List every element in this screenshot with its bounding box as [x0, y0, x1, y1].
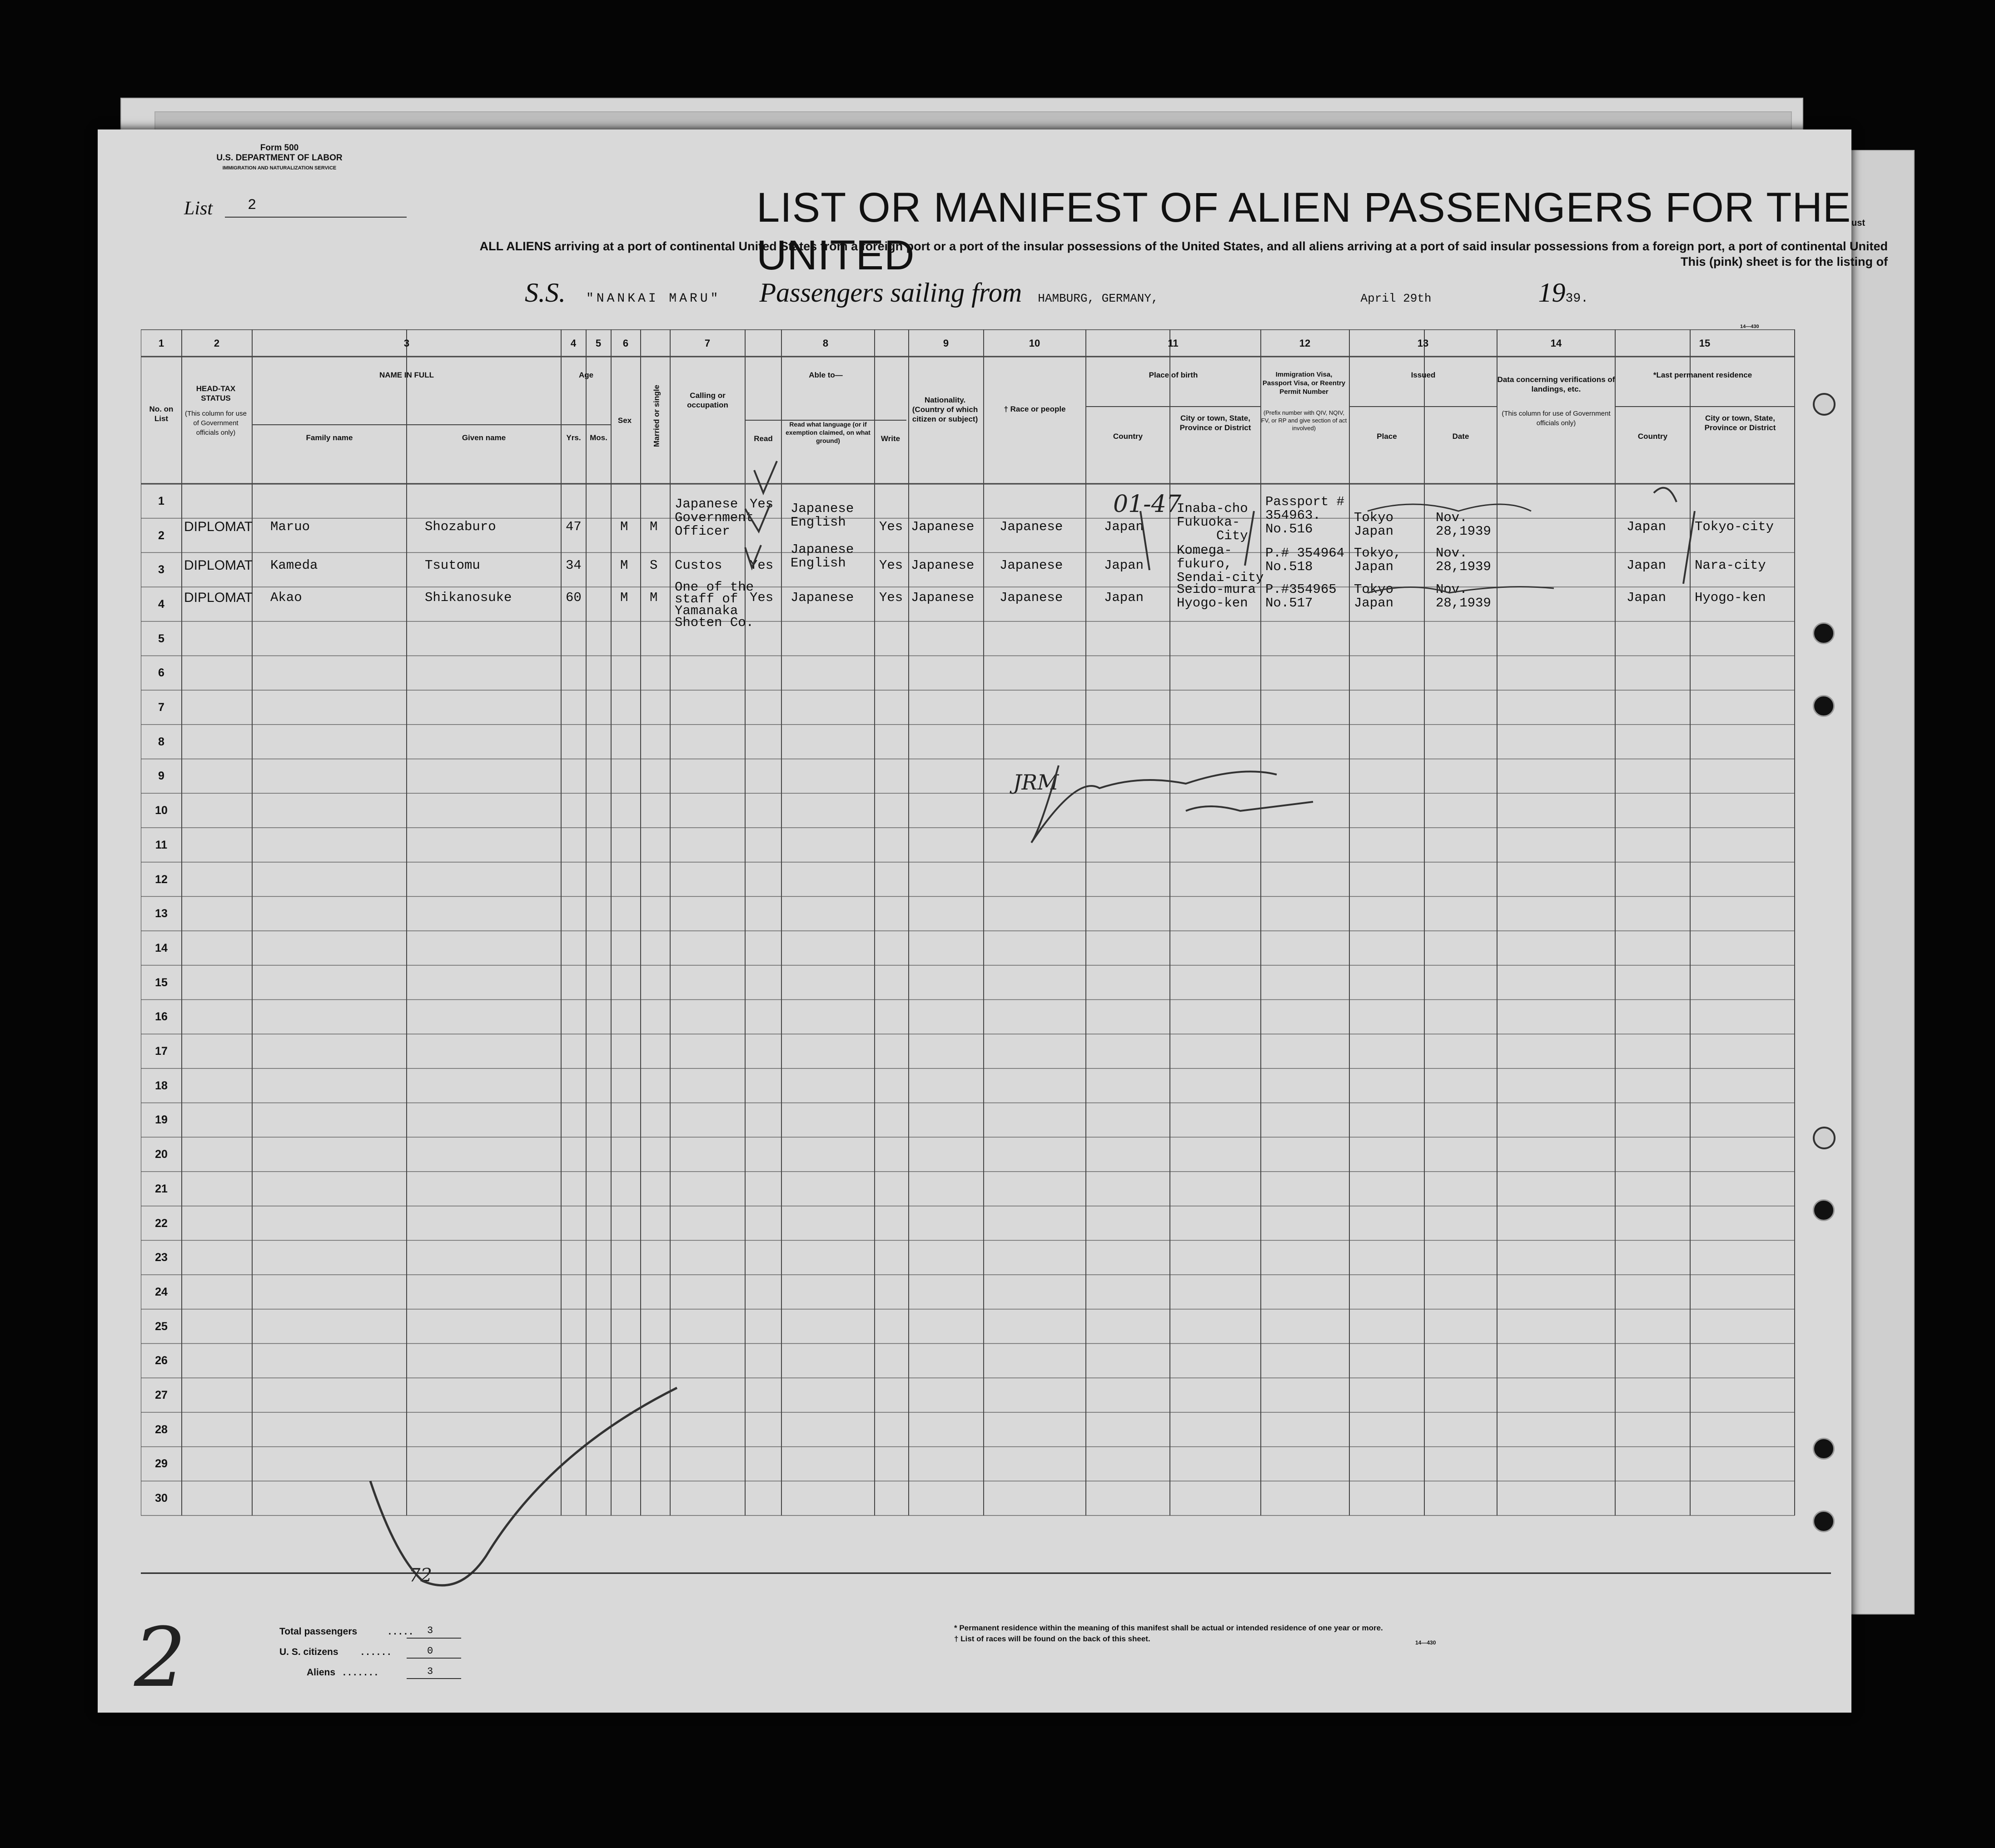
birth-country-1: Japan — [1104, 519, 1144, 534]
aliens-label: Aliens — [307, 1667, 336, 1678]
visa-1: Passport # 354963. No.516 — [1265, 494, 1345, 537]
header-nationality: Nationality. (Country of which citizen or subject) — [912, 396, 978, 423]
footnote-residence: * Permanent residence within the meaning of this manifest shall be actual or intended residence of one year or more. — [954, 1624, 1383, 1632]
department-name: U.S. DEPARTMENT OF LABOR — [216, 153, 343, 163]
row-number: 13 — [155, 907, 168, 920]
ship-name: "NANKAI MARU" — [586, 292, 721, 306]
header-visa: Immigration Visa, Passport Visa, or Reentry Permit Number — [1262, 371, 1346, 396]
issued-place-3: Tokyo Japan — [1354, 582, 1394, 611]
row-number: 4 — [158, 597, 164, 611]
birth-country-2: Japan — [1104, 558, 1144, 573]
issued-place-2: Tokyo, Japan — [1354, 546, 1402, 574]
header-res-country: Country — [1637, 432, 1668, 441]
row-number: 9 — [158, 770, 164, 783]
row-number: 30 — [155, 1492, 168, 1505]
header-calling: Calling or occupation — [687, 391, 728, 409]
binder-hole — [1813, 622, 1835, 644]
list-number: 2 — [248, 197, 257, 214]
row-number: 3 — [158, 563, 164, 576]
row-number: 6 — [158, 666, 164, 680]
column-number: 1 — [158, 338, 164, 349]
row-number: 8 — [158, 735, 164, 748]
race-1: Japanese — [1000, 519, 1063, 534]
row-number: 22 — [155, 1217, 168, 1230]
res-city-2: Nara-city — [1695, 558, 1766, 573]
res-country-2: Japan — [1627, 558, 1667, 573]
marital-3: M — [650, 590, 658, 605]
corner-code: 14—430 — [1740, 324, 1759, 329]
header-race: † Race or people — [1004, 405, 1066, 413]
row-number: 5 — [158, 632, 164, 645]
sailing-date: April 29th — [1360, 292, 1432, 305]
column-number: 7 — [704, 338, 711, 349]
header-visa-note: (Prefix number with QIV, NQIV, FV, or RP and give section of act involved) — [1261, 409, 1347, 432]
row-number: 14 — [155, 941, 168, 954]
row-number: 21 — [155, 1182, 168, 1195]
row-number: 24 — [155, 1285, 168, 1298]
row-number: 15 — [155, 976, 168, 989]
header-yrs: Yrs. — [566, 433, 581, 442]
row-number: 27 — [155, 1389, 168, 1402]
row-number: 16 — [155, 1010, 168, 1023]
birth-country-3: Japan — [1104, 590, 1144, 605]
header-write: Write — [881, 434, 900, 443]
visa-2: P.# 354964 No.518 — [1265, 546, 1345, 574]
header-birth-city: City or town, State, Province or District — [1179, 414, 1251, 432]
header-issued-place: Place — [1377, 432, 1397, 441]
given-name-2: Tsutomu — [425, 558, 480, 573]
column-number: 10 — [1029, 338, 1040, 349]
visa-3: P.#354965 No.517 — [1265, 582, 1337, 611]
sailing-from: HAMBURG, GERMANY, — [1038, 292, 1159, 305]
binder-hole — [1813, 1510, 1835, 1532]
column-number: 5 — [595, 338, 602, 349]
status-2: DIPLOMAT — [184, 558, 253, 573]
nationality-1: Japanese — [911, 519, 975, 534]
subtitle-line-2: This (pink) sheet is for the listing of — [1680, 255, 1888, 268]
write-2: Yes — [879, 558, 903, 573]
age-3: 60 — [566, 590, 582, 605]
row-number: 2 — [158, 529, 164, 542]
form-identifier — [189, 143, 370, 173]
footnote-races: † List of races will be found on the back of this sheet. — [954, 1634, 1150, 1643]
given-name-3: Shikanosuke — [425, 590, 512, 605]
header-issued: Issued — [1411, 371, 1436, 379]
binder-hole — [1813, 1199, 1835, 1221]
manifest-sheet: Form 500 U.S. DEPARTMENT OF LABOR IMMIGRATION AND NATURALIZATION SERVICE List 2 LIST OR MANIFEST OF ALIEN PASSENGERS FOR THE UNITED ALL ALIENS arriving at a port of continental United States from a foreign port or a port of the insular possessions of the United States, and all aliens arriving at a port of said insular possessions from a foreign port, a port of continental United This (pink) sheet is for the listing of S.S. "NANKAI MARU" Passengers sailing from HAMBURG, GERMANY, April 29th 1939. 14—430 1 2 3 4 5 6 7 8 9 10 11 12 13 14 15 No. on List HEAD-TAX STATUS (This column for use of Government officials only) NAME IN FULL Family name Given name Age Yrs. Mos. Sex Married or single Calling or occupation Able to— Read Read what language (or if exemption claimed, on what ground) Write Nationality. (Country of which citizen or subject) † Race or people Place of birth Country City or town, State, Province or District Immigration Visa, Passport Visa, or Reentry Permit Number (Prefix number with QIV, NQIV, FV, or RP and give section of act involved) Issued Place Date Data concerning verifications of landings, etc. (This column for use of Government officials only) *Last permanent residence Country City or town, State, Province or District 1 2 3 4 5 6 7 8 9 10 11 12 13 14 15 16 17 18 19 20 21 22 23 24 25 26 27 28 29 30 DIPLOMAT Maruo Shozaburo 47 M M Japanese Government Officer Yes Japanese English Yes Japanese Japanese Japan Inaba-cho Fukuoka- City Passport # 354963. No.516 Tokyo Japan Nov. 28,1939 Japan Tokyo-city DIPLOMAT Kameda Tsutomu 34 M S Custos Yes Japanese English Yes Japanese Japanese Japan Komega- fukuro, Sendai-city P.# 354964 No.518 Tokyo, Japan Nov. 28,1939 Japan Nara-city DIPLOMAT Akao Shikanosuke 60 M M One of the staff of Yamanaka Shoten Co. Yes Japanese Yes Japanese Japanese Japan Seido-mura Hyogo-ken P.#354965 No.517 Tokyo Japan Nov. 28,1939 Japan Hyogo-ken 01-47 72 JRM 2 Total passengers . . . . . 3 U. S. citizens . . . . . . 0 Aliens . . . . . . . 3 * Permanent residence within the meaning of this manifest shall be actual or intended residence of one year or more. † List of races will be found on the back of this sheet. 14—430 — [98, 129, 1851, 1713]
res-country-1: Japan — [1627, 519, 1667, 534]
total-passengers-label: Total passengers — [279, 1626, 358, 1637]
language-3: Japanese — [791, 590, 854, 605]
language-2: Japanese English — [791, 542, 854, 571]
bottom-divider — [141, 1572, 1831, 1575]
birth-city-2: Komega- fukuro, Sendai-city — [1177, 543, 1264, 585]
column-number: 12 — [1299, 338, 1311, 349]
status-1: DIPLOMAT — [184, 519, 253, 534]
inspector-initials: JRM — [1013, 770, 1059, 795]
sex-1: M — [620, 519, 628, 534]
row-number: 28 — [155, 1423, 168, 1436]
read-1: Yes — [750, 497, 774, 512]
citizens-value: 0 — [427, 1645, 433, 1657]
header-able-to: Able to— — [809, 371, 843, 379]
header-issued-date: Date — [1452, 432, 1469, 441]
column-number: 4 — [570, 338, 577, 349]
header-given-name: Given name — [462, 433, 506, 442]
manifest-table — [141, 329, 1895, 1679]
row-number: 18 — [155, 1079, 168, 1092]
row-number: 26 — [155, 1354, 168, 1367]
binder-hole — [1813, 1438, 1835, 1460]
row-number: 23 — [155, 1251, 168, 1264]
header-sex: Sex — [617, 416, 632, 425]
nationality-2: Japanese — [911, 558, 975, 573]
header-birth-country: Country — [1113, 432, 1143, 441]
header-family-name: Family name — [306, 433, 353, 442]
handwritten-birth-note: 01-47 — [1113, 491, 1181, 518]
age-1: 47 — [566, 519, 582, 534]
header-name-in-full: NAME IN FULL — [379, 371, 434, 379]
row-number: 25 — [155, 1320, 168, 1333]
binder-hole — [1813, 1127, 1836, 1149]
row-number: 19 — [155, 1113, 168, 1127]
language-1: Japanese English — [791, 501, 854, 530]
row-number: 29 — [155, 1457, 168, 1470]
header-married: Married or single — [652, 385, 661, 447]
column-number: 9 — [943, 338, 949, 349]
column-number: 3 — [403, 338, 410, 349]
manifest-title: LIST OR MANIFEST OF ALIEN PASSENGERS FOR THE UNITED — [756, 184, 1851, 278]
year-prefix: 19 — [1538, 278, 1566, 308]
row-number: 12 — [155, 873, 168, 886]
binder-hole — [1813, 393, 1836, 416]
res-city-1: Tokyo-city — [1695, 519, 1774, 534]
header-mos: Mos. — [590, 433, 607, 442]
status-3: DIPLOMAT — [184, 590, 253, 605]
given-name-1: Shozaburo — [425, 519, 496, 534]
header-no-on-list: No. on List — [149, 405, 174, 423]
ship-line — [525, 277, 1588, 308]
handwriting-strokes — [141, 329, 1890, 1679]
column-number: 13 — [1417, 338, 1429, 349]
birth-city-1: Inaba-cho Fukuoka- City — [1177, 501, 1248, 543]
write-3: Yes — [879, 590, 903, 605]
res-city-3: Hyogo-ken — [1695, 590, 1766, 605]
totals-underlines — [407, 1637, 461, 1682]
family-name-2: Kameda — [270, 558, 318, 573]
header-age: Age — [578, 371, 594, 379]
header-head-tax: HEAD-TAX STATUS — [196, 384, 236, 402]
aliens-value: 3 — [427, 1666, 433, 1677]
column-number: 2 — [214, 338, 220, 349]
write-1: Yes — [879, 519, 903, 534]
age-2: 34 — [566, 558, 582, 573]
row-number: 7 — [158, 701, 164, 714]
side-mark: ust — [1851, 218, 1865, 228]
total-passengers-value: 3 — [427, 1625, 433, 1636]
marital-1: M — [650, 519, 658, 534]
ship-prefix: S.S. — [525, 278, 566, 308]
subtitle-line-1: ALL ALIENS arriving at a port of continental United States from a foreign port or a port of the insular possessions of the United States, and all aliens arriving at a port of said insular possessions from a foreign port, a port of continental United — [479, 239, 1888, 253]
occupation-2: Custos — [675, 558, 722, 573]
binder-hole — [1813, 695, 1835, 717]
manifest-subtitle — [434, 238, 1888, 269]
row-number: 17 — [155, 1045, 168, 1058]
header-landing-note: (This column for use of Government officials only) — [1502, 410, 1611, 427]
header-place-of-birth: Place of birth — [1149, 371, 1198, 379]
footnote-code: 14—430 — [1415, 1639, 1436, 1646]
issued-date-1: Nov. 28,1939 — [1436, 510, 1491, 539]
column-number: 8 — [822, 338, 829, 349]
header-read: Read — [754, 434, 773, 443]
header-landing-data: Data concerning verifications of landings, etc. — [1497, 375, 1615, 393]
column-number: 11 — [1168, 338, 1179, 349]
birth-city-3: Seido-mura Hyogo-ken — [1177, 582, 1256, 611]
issued-place-1: Tokyo Japan — [1354, 510, 1394, 539]
list-label: List — [184, 198, 213, 219]
row-number: 11 — [155, 838, 168, 851]
marital-2: S — [650, 558, 658, 573]
row-number: 10 — [155, 804, 168, 817]
issued-date-3: Nov. 28,1939 — [1436, 582, 1491, 611]
occupation-1: Japanese Government Officer — [675, 497, 754, 539]
citizens-label: U. S. citizens — [279, 1647, 338, 1657]
sex-3: M — [620, 590, 628, 605]
header-head-tax-note: (This column for use of Government officials only) — [185, 410, 247, 437]
form-number: Form 500 — [260, 143, 299, 153]
header-last-residence: *Last permanent residence — [1653, 371, 1752, 379]
year-suffix: 39. — [1565, 292, 1588, 306]
header-res-city: City or town, State, Province or District — [1704, 414, 1776, 432]
row-number: 1 — [158, 494, 164, 507]
column-number: 14 — [1550, 338, 1562, 349]
race-3: Japanese — [1000, 590, 1063, 605]
column-number: 15 — [1699, 338, 1711, 349]
column-number: 6 — [622, 338, 629, 349]
service-name: IMMIGRATION AND NATURALIZATION SERVICE — [222, 165, 337, 171]
sex-2: M — [620, 558, 628, 573]
race-2: Japanese — [1000, 558, 1063, 573]
handwritten-corner-mark: 2 — [134, 1610, 186, 1705]
read-3: Yes — [750, 590, 774, 605]
sailing-label: Passengers sailing from — [759, 278, 1022, 308]
family-name-1: Maruo — [270, 519, 310, 534]
occupation-3: One of the staff of Yamanaka Shoten Co. — [675, 580, 754, 630]
nationality-3: Japanese — [911, 590, 975, 605]
header-read-language: Read what language (or if exemption claimed, on what ground) — [786, 421, 871, 444]
res-country-3: Japan — [1627, 590, 1667, 605]
read-2: Yes — [750, 558, 774, 573]
issued-date-2: Nov. 28,1939 — [1436, 546, 1491, 574]
list-underline — [225, 216, 407, 219]
handwritten-page-number: 72 — [409, 1565, 432, 1586]
row-number: 20 — [155, 1148, 168, 1161]
family-name-3: Akao — [270, 590, 302, 605]
